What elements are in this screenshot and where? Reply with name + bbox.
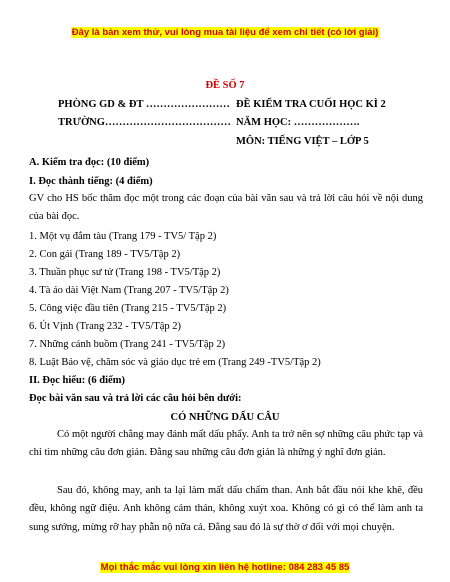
header-department: PHÒNG GD & ĐT …………………… (58, 99, 230, 110)
header-school-year: NĂM HỌC: ………………. (236, 117, 360, 128)
reading-item-8: 8. Luật Bảo vệ, chăm sóc và giáo dục trẻ em (Trang 249 -TV5/Tập 2) (29, 357, 321, 368)
header-subject: MÔN: TIẾNG VIỆT – LỚP 5 (236, 136, 369, 147)
reading-item-6: 6. Út Vịnh (Trang 232 - TV5/Tập 2) (29, 321, 182, 332)
header-school: TRƯỜNG……………………………… (58, 117, 231, 128)
hotline-text: Mọi thắc mắc vui lòng xin liên hệ hotline: 084 283 45 85 (100, 562, 350, 573)
instruction-paragraph: GV cho HS bốc thăm đọc một trong các đoạn của bài văn sau và trả lời câu hỏi về nội dung của bài đọc. (29, 193, 423, 223)
story-paragraph-1: Có một người chẳng may đánh mất dấu phẩy. Anh ta trở nên sợ những câu phức tạp và chỉ tìm những câu đơn giản. Đằng sau những câu đơn giản là những ý nghĩ đơn giản. (29, 429, 423, 459)
exam-number: ĐỀ SỐ 7 (205, 80, 245, 91)
reading-item-5: 5. Công việc đầu tiên (Trang 215 - TV5/Tập 2) (29, 303, 227, 314)
story-paragraph-2: Sau đó, không may, anh ta lại làm mất dấu chấm than. Anh bắt đầu nói khe khẽ, đều đều, không ngữ điệu. Anh không cảm thán, không xuýt xoa. Không có gì có thể làm anh ta sung sướng, mừng rỡ hay phẫn nộ nữa cả. Đằng sau đó là sự thờ ơ đối với mọi chuyện. (29, 485, 423, 533)
section-a-heading: A. Kiểm tra đọc: (10 điểm) (29, 157, 150, 168)
reading-item-3: 3. Thuần phục sư tử (Trang 198 - TV5/Tập 2) (29, 267, 221, 278)
reading-instruction: Đọc bài văn sau và trả lời các câu hỏi bên dưới: (29, 393, 242, 404)
reading-item-2: 2. Con gái (Trang 189 - TV5/Tập 2) (29, 249, 181, 260)
preview-notice-text: Đây là bản xem thử, vui lòng mua tài liệu để xem chi tiết (có lời giải) (71, 27, 379, 38)
story-title: CÓ NHỮNG DẤU CÂU (170, 412, 280, 423)
reading-item-7: 7. Những cánh buồm (Trang 241 - TV5/Tập 2) (29, 339, 226, 350)
reading-item-1: 1. Một vụ đắm tàu (Trang 179 - TV5/ Tập 2) (29, 231, 217, 242)
header-exam-title: ĐỀ KIỂM TRA CUỐI HỌC KÌ 2 (236, 99, 386, 110)
preview-notice-banner (0, 27, 450, 38)
section-1-heading: I. Đọc thành tiếng: (4 điểm) (29, 176, 153, 187)
section-2-heading: II. Đọc hiểu: (6 điểm) (29, 375, 125, 386)
reading-item-4: 4. Tà áo dài Việt Nam (Trang 207 - TV5/Tập 2) (29, 285, 229, 296)
hotline-banner (0, 562, 450, 573)
